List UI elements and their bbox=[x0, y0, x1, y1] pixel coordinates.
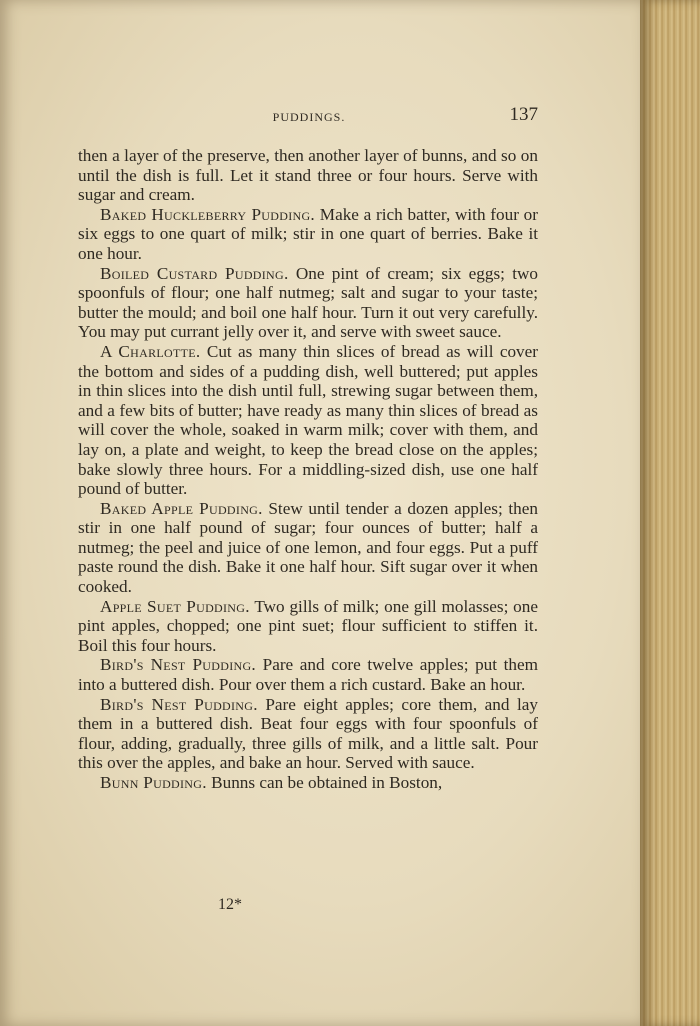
recipe-a-charlotte bbox=[78, 342, 538, 499]
recipe-heading: Bunn Pudding. bbox=[100, 773, 207, 792]
recipe-birds-nest-pudding-1 bbox=[78, 655, 538, 694]
signature-mark: 12* bbox=[218, 896, 242, 913]
recipe-text: Make a rich batter, with four or six eggs to one quart of milk; stir in one quart of berries. Bake it one hour. bbox=[78, 204, 538, 263]
paragraph-continuation bbox=[78, 146, 538, 205]
recipe-heading: Boiled Custard Pudding. bbox=[100, 263, 289, 283]
recipe-boiled-custard-pudding bbox=[78, 264, 538, 342]
running-head: PUDDINGS. bbox=[272, 110, 346, 124]
recipe-heading: Baked Huckleberry Pudding. bbox=[100, 204, 316, 224]
recipe-text: Stew until tender a dozen apples; then stir in one half pound of sugar; four ounces of butter; half a nutmeg; the peel and juice of one lemon, and four eggs. Put a puff paste round the dish. Bake it one half hour. Sift sugar over it when cooked. bbox=[78, 498, 538, 597]
recipe-heading: Baked Apple Pudding. bbox=[100, 498, 263, 518]
recipe-heading: A Charlotte. bbox=[100, 341, 201, 361]
recipe-text: Cut as many thin slices of bread as will cover the bottom and sides of a pudding dish, well buttered; put apples in thin slices into the dish until full, strewing sugar between them, and a few bits of butter; have ready as many thin slices of bread as will cover the whole, soaked in warm milk; cover with them, and lay on, a plate and weight, to keep the bread close on the apples; bake slowly three hours. For a middling-sized dish, use one half pound of butter. bbox=[78, 341, 538, 499]
page-number: 137 bbox=[509, 104, 538, 125]
recipe-birds-nest-pudding-2 bbox=[78, 695, 538, 773]
body-text bbox=[78, 146, 538, 793]
recipe-heading: Apple Suet Pudding. bbox=[100, 596, 250, 616]
recipe-apple-suet-pudding bbox=[78, 597, 538, 656]
page-edge bbox=[640, 0, 700, 1026]
recipe-text: Bunns can be obtained in Boston, bbox=[211, 773, 443, 792]
recipe-text: Pare and core twelve apples; put them into a buttered dish. Pour over them a rich custard. Bake an hour. bbox=[78, 655, 538, 695]
recipe-text: Pare eight apples; core them, and lay them in a buttered dish. Beat four eggs with four spoonfuls of flour, adding, gradually, three gills of milk, and a little salt. Pour this over the apples, and bake an hour. Served with sauce. bbox=[78, 694, 538, 773]
recipe-text: One pint of cream; six eggs; two spoonfuls of flour; one half nutmeg; salt and sugar to your taste; butter the mould; and boil one half hour. Turn it out very carefully. You may put currant jelly over it, and serve with sweet sauce. bbox=[78, 263, 538, 342]
recipe-bunn-pudding bbox=[78, 773, 538, 793]
recipe-baked-huckleberry-pudding bbox=[78, 205, 538, 264]
recipe-heading: Bird's Nest Pudding. bbox=[100, 694, 258, 714]
page-header bbox=[78, 104, 540, 130]
recipe-text: Two gills of milk; one gill molasses; one pint apples, chopped; one pint suet; flour sufficient to stiffen it. Boil this four hours. bbox=[78, 596, 538, 655]
recipe-heading: Bird's Nest Pudding. bbox=[100, 655, 257, 675]
paragraph-text: then a layer of the preserve, then another layer of bunns, and so on until the dish is full. Let it stand three or four hours. Serve with sugar and cream. bbox=[78, 146, 538, 205]
recipe-baked-apple-pudding bbox=[78, 499, 538, 597]
